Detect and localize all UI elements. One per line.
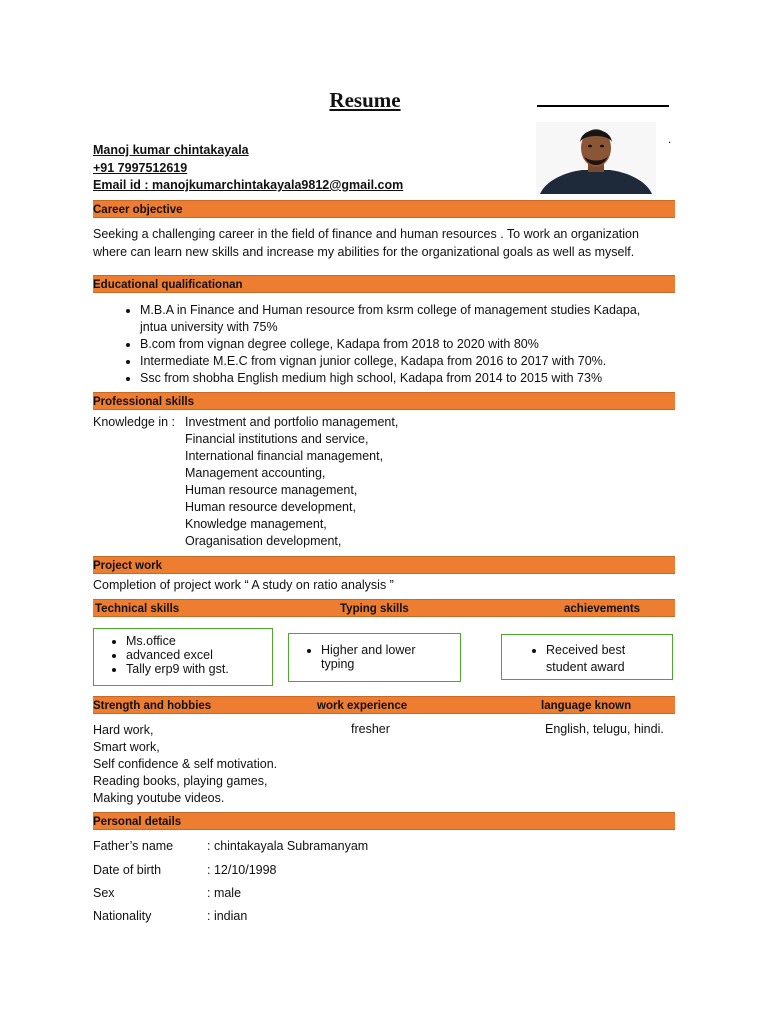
section-bar-skills-row <box>93 599 675 617</box>
contact-phone: +91 7997512619 <box>93 161 188 175</box>
strength-item: Reading books, playing games, <box>93 774 268 788</box>
achievements-list <box>502 642 672 676</box>
section-title-personal-details: Personal details <box>93 816 182 828</box>
section-bar-personal-details <box>93 812 675 830</box>
resume-title: Resume <box>329 88 401 112</box>
technical-skill-item: • Ms.office <box>126 634 272 648</box>
personal-value-nationality: : indian <box>207 909 248 923</box>
section-title-education: Educational qualificationan <box>93 279 243 291</box>
education-list <box>110 302 700 387</box>
title-underline-rule <box>537 105 669 107</box>
career-objective-line: where can learn new skills and increase my abilities for the organizational goals as well as myself. <box>93 245 635 259</box>
personal-label-dob: Date of birth <box>93 863 162 877</box>
typing-skill-line: • Higher and lower <box>321 643 416 657</box>
technical-skill-item: • Tally erp9 with gst. <box>126 662 272 676</box>
achievement-item <box>546 642 672 676</box>
education-item <box>140 302 700 336</box>
achievements-box <box>501 634 673 680</box>
knowledge-item: Human resource development, <box>185 500 356 514</box>
knowledge-item: Human resource management, <box>185 483 358 497</box>
profile-photo <box>536 122 656 194</box>
section-title-strength-hobbies: Strength and hobbies <box>93 700 212 712</box>
typing-skill-item <box>321 643 460 671</box>
section-title-career-objective: Career objective <box>93 204 183 216</box>
section-title-project-work: Project work <box>93 560 163 572</box>
section-bar-career-objective <box>93 200 675 218</box>
knowledge-item: Investment and portfolio management, <box>185 415 399 429</box>
typing-skills-box <box>288 633 461 682</box>
section-bar-strength-row <box>93 696 675 714</box>
personal-label-father: Father’s name <box>93 839 174 853</box>
career-objective-text <box>93 225 673 261</box>
section-title-typing-skills: Typing skills <box>340 603 409 615</box>
personal-value-dob: : 12/10/1998 <box>207 863 277 877</box>
personal-label-sex: Sex <box>93 886 115 900</box>
education-item: • Ssc from shobha English medium high school, Kadapa from 2014 to 2015 with 73% <box>140 370 700 387</box>
strength-item: Hard work, <box>93 723 154 737</box>
section-title-technical-skills: Technical skills <box>95 603 180 615</box>
section-bar-project-work <box>93 556 675 574</box>
career-objective-line: Seeking a challenging career in the field of finance and human resources . To work an organization <box>93 227 639 241</box>
personal-value-father: : chintakayala Subramanyam <box>207 839 369 853</box>
section-title-achievements: achievements <box>564 603 641 615</box>
knowledge-item: Management accounting, <box>185 466 326 480</box>
technical-skill-item: • advanced excel <box>126 648 272 662</box>
section-title-language-known: language known <box>541 700 632 712</box>
stray-dot: . <box>668 132 672 146</box>
knowledge-item: Oraganisation development, <box>185 534 342 548</box>
contact-email[interactable]: Email id : manojkumarchintakayala9812@gmail.com <box>93 178 404 192</box>
typing-skills-list <box>289 643 460 671</box>
strength-item: Self confidence & self motivation. <box>93 757 278 771</box>
knowledge-item: Knowledge management, <box>185 517 327 531</box>
section-title-professional-skills: Professional skills <box>93 396 194 408</box>
personal-value-sex: : male <box>207 886 242 900</box>
strength-item: Making youtube videos. <box>93 791 225 805</box>
languages-value: English, telugu, hindi. <box>545 722 664 736</box>
achievement-line: • Received best <box>546 643 626 657</box>
personal-label-nationality: Nationality <box>93 909 152 923</box>
section-bar-professional-skills <box>93 392 675 410</box>
knowledge-list <box>185 414 398 550</box>
section-bar-education <box>93 275 675 293</box>
strength-item: Smart work, <box>93 740 160 754</box>
technical-skills-list <box>94 634 272 676</box>
section-title-work-experience: work experience <box>317 700 408 712</box>
technical-skills-box <box>93 628 273 686</box>
education-item-line: • M.B.A in Finance and Human resource from ksrm college of management studies Kadapa, <box>140 303 641 317</box>
work-experience-value: fresher <box>351 722 390 736</box>
typing-skill-line: typing <box>321 657 355 671</box>
achievement-line: student award <box>546 660 625 674</box>
strengths-list <box>93 722 277 807</box>
knowledge-label: Knowledge in : <box>93 415 176 429</box>
education-item: • B.com from vignan degree college, Kadapa from 2018 to 2020 with 80% <box>140 336 700 353</box>
project-work-text: Completion of project work “ A study on ratio analysis ” <box>93 578 394 592</box>
knowledge-item: International financial management, <box>185 449 384 463</box>
contact-name: Manoj kumar chintakayala <box>93 143 249 157</box>
knowledge-item: Financial institutions and service, <box>185 432 369 446</box>
education-item: • Intermediate M.E.C from vignan junior college, Kadapa from 2016 to 2017 with 70%. <box>140 353 700 370</box>
education-item-line: jntua university with 75% <box>140 320 278 334</box>
